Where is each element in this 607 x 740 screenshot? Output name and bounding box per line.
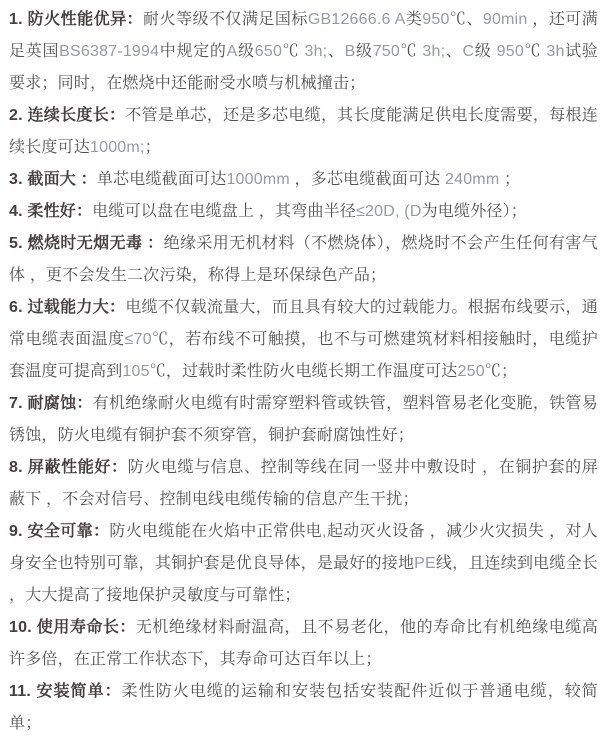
feature-heading: 4. 柔性好：: [9, 203, 93, 220]
feature-text: 单芯电缆截面可达1000mm ，多芯电缆截面可达 240mm ；: [96, 171, 521, 188]
feature-heading: 7. 耐腐蚀：: [9, 395, 93, 412]
feature-item-9: [9, 516, 598, 612]
feature-heading: 10. 使用寿命长：: [9, 619, 136, 636]
feature-item-3: [9, 164, 598, 196]
feature-text: 防火电缆能在火焰中正常供电,起动灭火设备 ，减少火灾损失 ，对人身安全也特别可靠，其铜护套是优良导体，是最好的接地PE线，且连续到电缆全长 ，大大提高了接地保护灵敏度与可靠性；: [9, 523, 598, 604]
feature-text: 有机绝缘耐火电缆有时需穿塑料管或铁管，塑料管易老化变脆，铁管易锈蚀，防火电缆有铜护套不须穿管，铜护套耐腐蚀性好；: [9, 395, 598, 444]
feature-heading: 6. 过载能力大：: [9, 299, 126, 316]
feature-item-4: [9, 196, 598, 228]
feature-heading: 11. 安装简单：: [9, 683, 122, 700]
feature-text: 电缆可以盘在电缆盘上 ，其弯曲半径≤20D, (D为电缆外径）；: [92, 203, 527, 220]
feature-item-6: [9, 292, 598, 388]
feature-text: 绝缘采用无机材料（不燃烧体），燃烧时不会产生任何有害气体 ，更不会发生二次污染，称得上是环保绿色产品；: [9, 235, 599, 284]
feature-text: 柔性防火电缆的运输和安装包括安装配件近似于普通电缆，较简单；: [9, 683, 598, 732]
feature-item-5: [9, 228, 598, 292]
feature-heading: 8. 屏蔽性能好：: [9, 459, 128, 476]
feature-text: 无机绝缘材料耐温高，且不易老化，他的寿命比有机绝缘电缆高许多倍，在正常工作状态下，其寿命可达百年以上；: [9, 619, 598, 668]
feature-text: 电缆不仅载流量大，而且具有较大的过载能力。根据布线要示，通常电缆表面温度≤70℃，若布线不可触摸，也不与可燃建筑材料相接触时，电缆护套温度可提高到105℃，过载时柔性防火电缆长期工作温度可达250℃；: [9, 299, 598, 380]
feature-text: 不管是单芯，还是多芯电缆，其长度能满足供电长度需要，每根连续长度可达1000m;；: [9, 107, 598, 156]
feature-item-11: [9, 676, 598, 740]
feature-item-1: [9, 4, 598, 100]
feature-text: 耐火等级不仅满足国标GB12666.6 A类950℃、90min ，还可满足英国BS6387-1994中规定的A级650℃ 3h;、B级750℃ 3h;、C级 950℃ 3h试验要求；同时，在燃烧中还能耐受水喷与机械撞击；: [9, 11, 599, 92]
feature-heading: 5. 燃烧时无烟无毒 ：: [9, 235, 164, 252]
feature-item-10: [9, 612, 598, 676]
feature-item-2: [9, 100, 598, 164]
feature-heading: 3. 截面大 ：: [9, 171, 97, 188]
feature-heading: 2. 连续长度长：: [9, 107, 126, 124]
feature-item-8: [9, 452, 598, 516]
feature-heading: 9. 安全可靠：: [9, 523, 110, 540]
feature-heading: 1. 防火性能优异：: [9, 11, 144, 28]
feature-text: 防火电缆与信息、控制等线在同一竖井中敷设时 ，在铜护套的屏蔽下 ，不会对信号、控制电线电缆传输的信息产生干扰；: [9, 459, 598, 508]
feature-item-7: [9, 388, 598, 452]
